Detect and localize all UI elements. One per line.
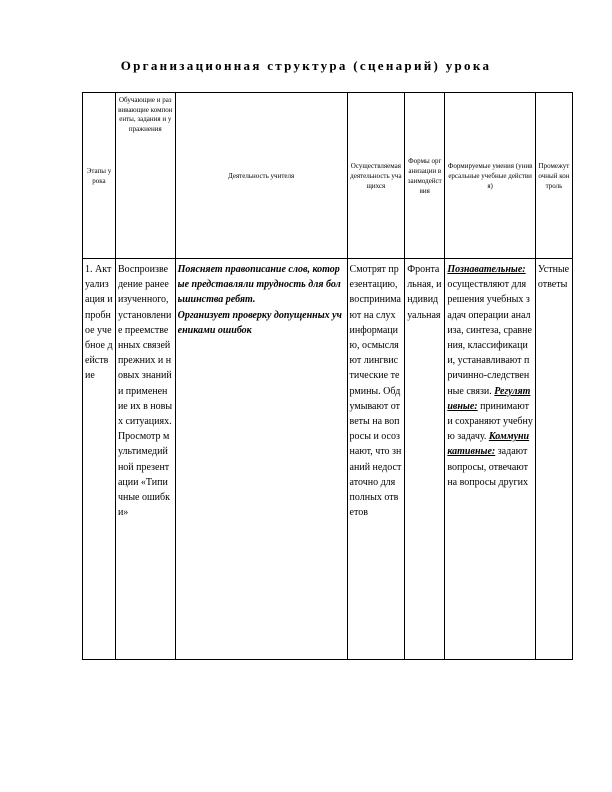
skills-regulative-label: Регулятивные:	[447, 385, 531, 412]
cell-skills	[445, 259, 536, 660]
header-skills: Формируемые умения (универсальные учебные действия)	[445, 93, 536, 259]
skills-communicative-text: задают вопросы, отвечают на вопросы других	[447, 446, 529, 488]
header-control: Промежуточный контроль	[535, 93, 572, 259]
cell-interaction-forms: Фронтальная, индивидуальная	[405, 259, 445, 660]
components-text-1: Воспроизведение ранее изученного, установление преемственных связей прежних и новых знаний и применение их в новых ситуациях.	[117, 264, 173, 428]
header-teacher-activity: Деятельность учителя	[175, 93, 347, 259]
table-header-row	[83, 93, 573, 259]
header-interaction-forms: Формы организации взаимодействия	[405, 93, 445, 259]
skills-communicative-label: Коммуникативные:	[447, 431, 530, 458]
teacher-text-2: Организует проверку допущенных учениками ошибок	[177, 309, 342, 336]
cell-teacher-activity	[175, 259, 347, 660]
header-student-activity: Осуществляемая деятельность учащихся	[347, 93, 405, 259]
components-text-2: Просмотр мультимедийной презентации «Типичные ошибки»	[117, 431, 170, 519]
header-stages: Этапы урока	[83, 93, 116, 259]
skills-cognitive-text: осуществляют для решения учебных задач операции анализа, синтеза, сравнения, классификации, устанавливают причинно-следственные связи.	[447, 279, 532, 397]
cell-components	[115, 259, 175, 660]
cell-stage: 1. Актуализация и пробное учебное действие	[83, 259, 116, 660]
skills-regulative-text: принимают и сохраняют учебную задачу.	[447, 400, 533, 443]
cell-control: Устные ответы	[535, 259, 572, 660]
page-title: Организационная структура (сценарий) урока	[120, 58, 492, 73]
skills-cognitive-label: Познавательные:	[447, 264, 526, 275]
lesson-structure-table	[82, 92, 573, 660]
header-components: Обучающие и развивающие компоненты, задания и упражнения	[115, 93, 175, 259]
cell-student-activity: Смотрят презентацию, воспринимают на слух информацию, осмысляют лингвистические термины. Обдумывают ответы на вопросы и осознают, что знаний недостаточно для полных ответов	[347, 259, 405, 660]
teacher-text-1: Поясняет правописание слов, которые представляли трудность для большинства ребят.	[177, 264, 341, 306]
table-row	[83, 259, 573, 660]
